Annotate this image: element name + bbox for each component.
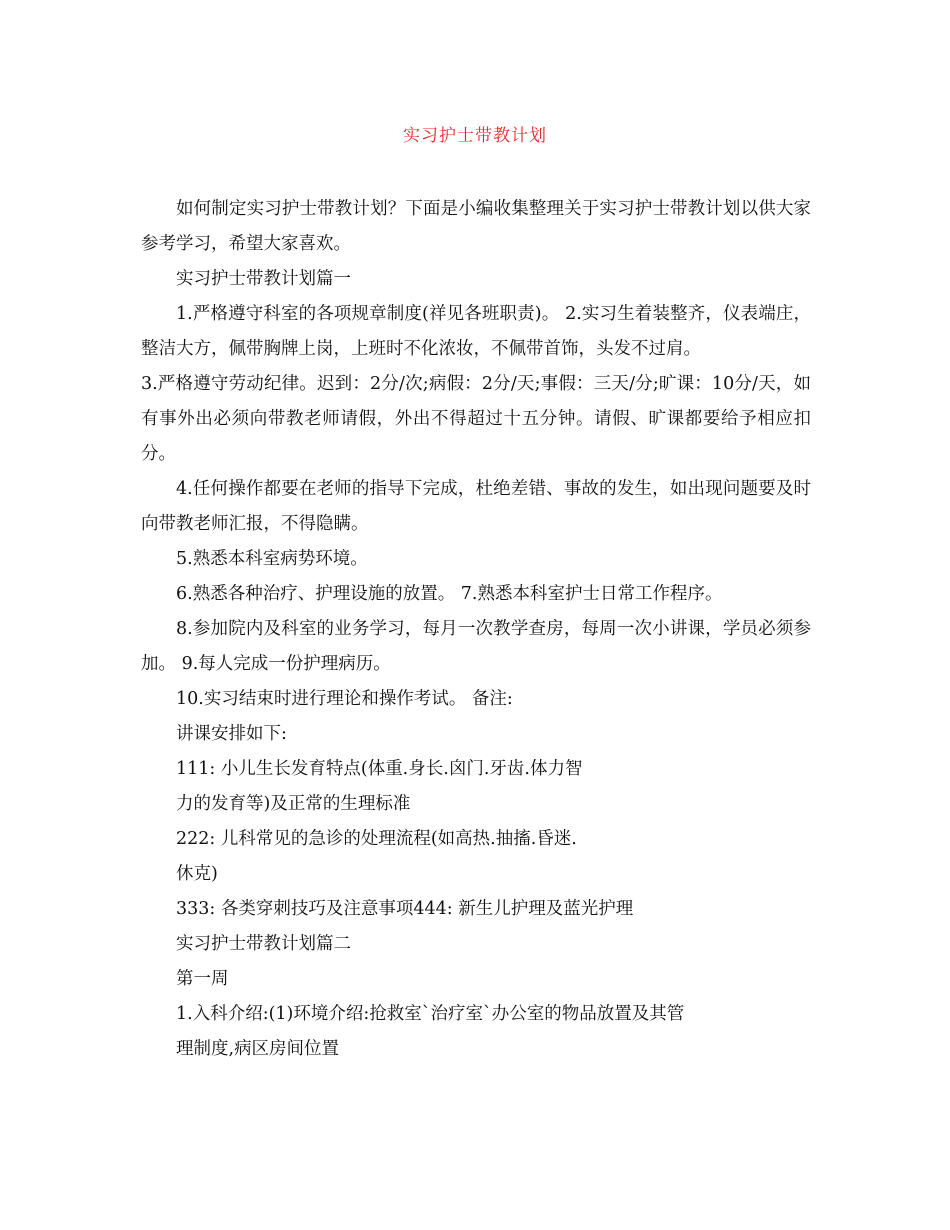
intro-paragraph: 如何制定实习护士带教计划？下面是小编收集整理关于实习护士带教计划以供大家参考学习，希望大家喜欢。 [141,199,811,254]
lecture-item-2-cont: 休克) [176,864,218,884]
lecture-item-1: 111: 小儿生长发育特点(体重.身长.囟门.牙齿.体力智 [176,759,583,779]
lecture-item-3-4: 333: 各类穿刺技巧及注意事项444: 新生儿护理及蓝光护理 [176,899,634,919]
week-heading: 第一周 [176,969,229,989]
rule-paragraph-8-9: 8.参加院内及科室的业务学习，每月一次教学查房，每周一次小讲课，学员必须参加。 9.每人完成一份护理病历。 [141,619,811,674]
rule-paragraph-1-2: 1.严格遵守科室的各项规章制度(祥见各班职责)。 2.实习生着装整齐，仪表端庄，整洁大方，佩带胸牌上岗，上班时不化浓妆，不佩带首饰，头发不过肩。 [141,304,811,359]
document-title: 实习护士带教计划 [403,126,547,146]
section-heading-2: 实习护士带教计划篇二 [176,934,351,954]
rule-paragraph-3: 3.严格遵守劳动纪律。迟到：2分/次;病假：2分/天;事假：三天/分;旷课：10分/天，如有事外出必须向带教老师请假，外出不得超过十五分钟。请假、旷课都要给予相应扣分。 [141,374,811,464]
week-item-1: 1.入科介绍:(1)环境介绍:抢救室`治疗室`办公室的物品放置及其管 [176,1004,685,1024]
section-heading-1: 实习护士带教计划篇一 [176,269,351,289]
rule-paragraph-4: 4.任何操作都要在老师的指导下完成，杜绝差错、事故的发生，如出现问题要及时向带教老师汇报，不得隐瞒。 [141,479,811,534]
rule-paragraph-6-7: 6.熟悉各种治疗、护理设施的放置。 7.熟悉本科室护士日常工作程序。 [176,584,723,604]
lecture-heading: 讲课安排如下: [176,724,287,744]
document-body [141,192,811,1067]
rule-paragraph-5: 5.熟悉本科室病势环境。 [176,549,368,569]
lecture-item-1-cont: 力的发育等)及正常的生理标准 [176,794,411,814]
week-item-1-cont: 理制度,病区房间位置 [176,1039,340,1059]
rule-paragraph-10: 10.实习结束时进行理论和操作考试。 备注: [176,689,513,709]
lecture-item-2: 222: 儿科常见的急诊的处理流程(如高热.抽搐.昏迷. [176,829,577,849]
